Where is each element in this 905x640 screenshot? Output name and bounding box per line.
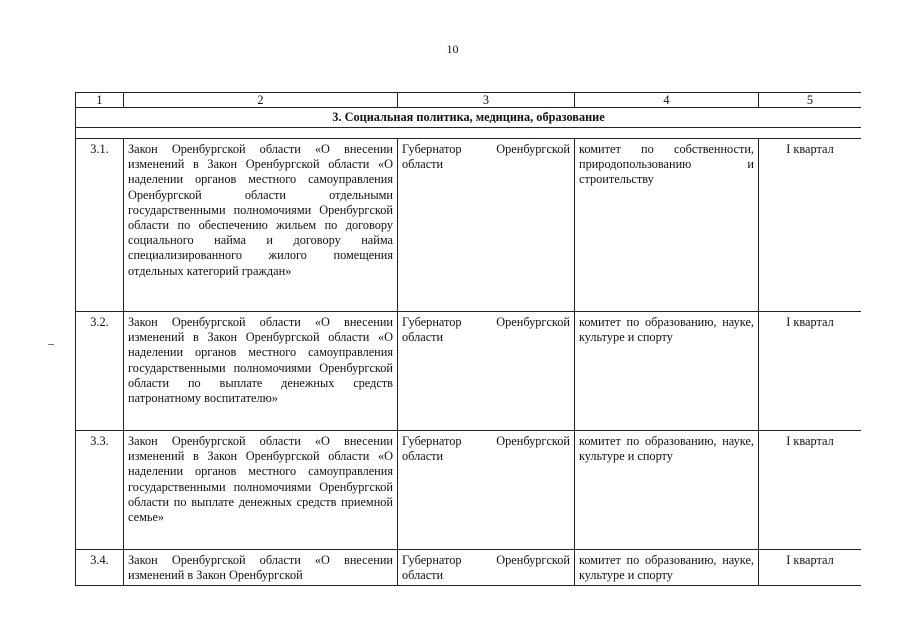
section-title: 3. Социальная политика, медицина, образование <box>76 108 862 128</box>
row-number: 3.3. <box>76 431 124 550</box>
section-row <box>76 108 862 128</box>
spacer-cell <box>76 128 862 139</box>
column-number: 2 <box>124 93 398 108</box>
law-title: Закон Оренбургской области «О внесении изменений в Закон Оренбургской <box>124 550 398 586</box>
plan-table-container <box>75 92 861 632</box>
deadline-period: I квартал <box>759 550 862 586</box>
responsible-committee: комитет по образованию, науке, культуре и спорту <box>575 312 759 431</box>
column-number-row <box>76 93 862 108</box>
column-number: 3 <box>398 93 575 108</box>
law-title: Закон Оренбургской области «О внесении изменений в Закон Оренбургской области «О наделении органов местного самоуправления государственными полномочиями Оренбургской области по выплате денежных средств патронатному воспитателю» <box>124 312 398 431</box>
law-title: Закон Оренбургской области «О внесении изменений в Закон Оренбургской области «О наделении органов местного самоуправления государственными полномочиями Оренбургской области по выплате денежных средств приемной семье» <box>124 431 398 550</box>
deadline-period: I квартал <box>759 139 862 312</box>
table-row <box>76 139 862 312</box>
table-row <box>76 312 862 431</box>
page-number: 10 <box>446 42 459 56</box>
responsible-committee: комитет по образованию, науке, культуре и спорту <box>575 431 759 550</box>
responsible-committee: комитет по образованию, науке, культуре и спорту <box>575 550 759 586</box>
column-number: 4 <box>575 93 759 108</box>
initiator: Губернатор Оренбургской области <box>398 139 575 312</box>
spacer-row <box>76 128 862 139</box>
initiator: Губернатор Оренбургской области <box>398 312 575 431</box>
column-number: 1 <box>76 93 124 108</box>
table-row <box>76 550 862 586</box>
row-number: 3.1. <box>76 139 124 312</box>
plan-table <box>75 92 861 586</box>
row-number: 3.4. <box>76 550 124 586</box>
table-row <box>76 431 862 550</box>
deadline-period: I квартал <box>759 312 862 431</box>
row-number: 3.2. <box>76 312 124 431</box>
law-title: Закон Оренбургской области «О внесении изменений в Закон Оренбургской области «О наделении органов местного самоуправления Оренбургской области отдельными государственными полномочиями Оренбургской области по обеспечению жильем по договору социального найма и договору найма специализированного жилого помещения отдельных категорий граждан» <box>124 139 398 312</box>
initiator: Губернатор Оренбургской области <box>398 431 575 550</box>
responsible-committee: комитет по собственности, природопользованию и строительству <box>575 139 759 312</box>
deadline-period: I квартал <box>759 431 862 550</box>
column-number: 5 <box>759 93 862 108</box>
initiator: Губернатор Оренбургской области <box>398 550 575 586</box>
margin-mark <box>48 344 54 345</box>
